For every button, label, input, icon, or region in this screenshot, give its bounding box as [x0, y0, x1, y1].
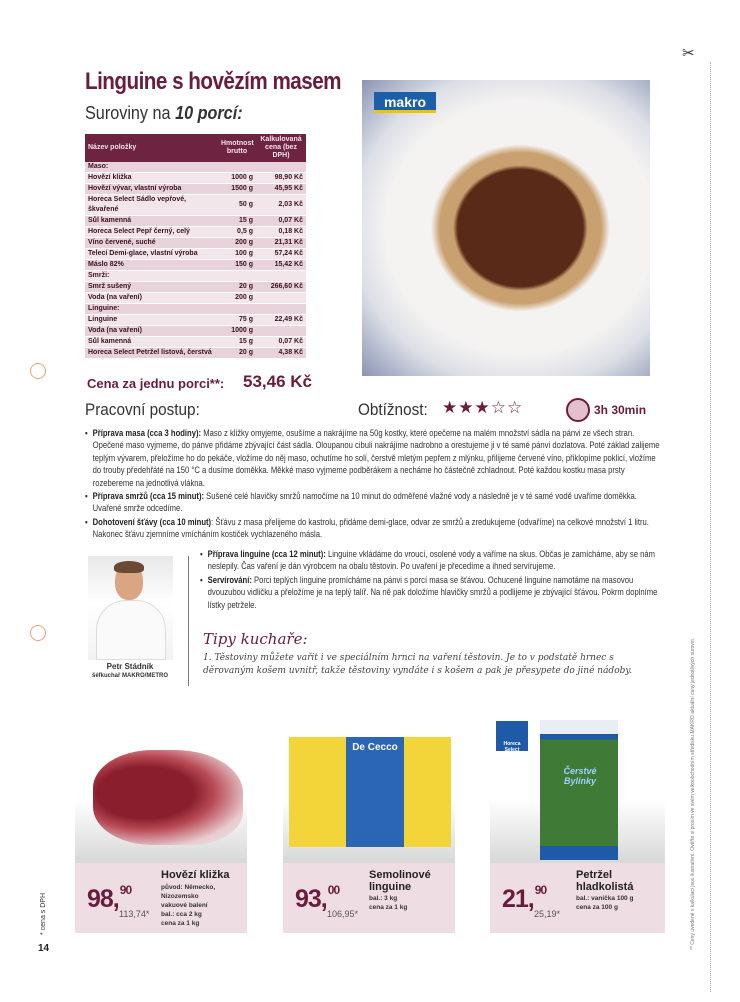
divider [188, 556, 189, 686]
product-info [283, 863, 455, 933]
ingredient-weight: 15 g [218, 216, 256, 227]
pack-label: Čerstvé Bylinky [563, 766, 597, 786]
cut-line [710, 62, 711, 992]
step-title: Servírování: [207, 574, 252, 585]
ingredient-name: Hovězí kližka [85, 173, 218, 184]
product-price: 93,00 [295, 882, 340, 913]
table-row [85, 304, 306, 315]
product-card [283, 735, 455, 933]
product-details: původ: Německo, Nizozemsko vakuové balení bal.: cca 2 kg cena za 1 kg [161, 884, 216, 927]
binder-ring-icon [30, 625, 46, 641]
scissors-icon: ✂ [682, 45, 695, 62]
ingredient-name: Smrži: [85, 271, 306, 282]
ingredient-price [256, 326, 306, 337]
ingredient-price: 0,07 Kč [256, 216, 306, 227]
ingredient-price: 15,42 Kč [256, 260, 306, 271]
chef-name: Petr Stádník [106, 662, 154, 671]
step-item [85, 427, 663, 489]
chef-role: šéfkuchař MAKRO/METRO [91, 673, 168, 679]
ingredients-table [85, 134, 306, 359]
step-text: Sušené celé hlavičky smržů namočíme na 10 minut do odměřené vlažné vody a následně je v té samé vodě uvaříme doměkka. Uvařené smrže odcedíme. [92, 491, 637, 514]
ingredient-price: 22,49 Kč [256, 315, 306, 326]
product-price: 98,90 [87, 882, 132, 913]
ingredient-weight: 1000 g [218, 326, 256, 337]
product-name: Hovězí kližka [161, 869, 230, 881]
ingredient-price: 98,90 Kč [256, 173, 306, 184]
table-row [85, 293, 306, 304]
step-title: Dohotovení šťávy (cca 10 minut) [92, 516, 212, 527]
product-info [490, 863, 665, 933]
table-row [85, 195, 306, 216]
subtitle-prefix: Suroviny na [85, 103, 171, 123]
product-price-vat: 106,95* [327, 909, 359, 919]
table-row [85, 249, 306, 260]
col-price: Kalkulovaná cena (bez DPH) [256, 134, 306, 162]
product-image [283, 735, 455, 863]
ingredient-price: 2,03 Kč [256, 195, 306, 216]
step-text: Maso z kližky omyjeme, osušíme a nakrájíme na 50g kostky, které opečeme na malém množství sádla na pánvi ze všech stran. Opečené maso vyjmeme, do pánve přidáme zbývající část sádla. Oloupanou cibuli nakrájíme nadrobno a orestujeme ji v té samé pánvi dozlatova. Poté základ zalijeme teplým vývarem, přeložíme ho do pekáče, vložíme do něj maso, ochutíme ho solí, čerstvě mletým pepřem z mlýnku, přilijeme červené víno, přiklopíme poklicí, vložíme do trouby předehřáté na 150 °C a dusíme doměkka. Měkké maso vyjmeme podběrákem a necháme ho částečně zchladnout. Poté každou kostku masa prsty rozebereme na jednotlivá vlákna. [92, 428, 660, 488]
recipe-title: Linguine s hovězím masem [85, 68, 342, 95]
table-row [85, 216, 306, 227]
steps-bottom [200, 548, 663, 612]
tips-heading: Tipy kuchaře: [203, 630, 308, 648]
difficulty-rating [442, 398, 523, 418]
price-footnote: ** Ceny uvedené v kalkulaci jsou ilustrativní. Ověřte si prosím ve svém velkoobchodním středisku MAKRO aktuální ceny jednotlivých surovin. [690, 637, 696, 950]
product-info [75, 863, 247, 933]
product-name: Petržel hladkolistá [576, 869, 634, 893]
portion-price-value: 53,46 Kč [243, 372, 312, 391]
step-item [200, 574, 663, 611]
step-item [85, 516, 663, 541]
chef-photo [88, 556, 173, 660]
step-item [85, 490, 663, 515]
product-details: bal.: 3 kg cena za 1 kg [369, 895, 408, 911]
table-row [85, 238, 306, 249]
table-row [85, 348, 306, 359]
col-name: Název položky [85, 134, 218, 162]
table-row [85, 227, 306, 238]
star-empty-icon: ☆ [490, 398, 507, 417]
product-card [490, 735, 665, 933]
ingredient-name: Horeca Select Petržel listová, čerstvá [85, 348, 218, 359]
makro-logo: makro [374, 92, 436, 113]
step-title: Příprava smržů (cca 15 minut): [92, 491, 205, 502]
product-image [75, 735, 247, 863]
table-row [85, 162, 306, 173]
ingredient-weight: 15 g [218, 337, 256, 348]
step-text: Porci teplých linguine promícháme na pánvi s porcí masa se šťávou. Ochucené linguine namotáme na masovou dvouzubou vidličku a přeložíme je na teplý talíř. Na ně pak doložíme hlavičky smržů a podlijeme je zbývající šťávou. Pokrm doplníme lístky petržele. [207, 574, 658, 610]
ingredient-price: 57,24 Kč [256, 249, 306, 260]
ingredient-name: Voda (na vaření) [85, 293, 218, 304]
ingredient-name: Horeca Select Sádlo vepřové, škvařené [85, 195, 218, 216]
tip-item: 1. Těstoviny můžete vařit i ve speciálním hrnci na vaření těstovin. Je to v podstatě hrnec s děrovaným košem uvnitř, takže těstoviny vyndáte i s košem a pak je přesypete do jiné nádoby. [203, 653, 633, 676]
ingredient-weight: 100 g [218, 249, 256, 260]
step-title: Příprava linguine (cca 12 minut): [207, 549, 326, 559]
star-empty-icon: ☆ [507, 398, 524, 417]
ingredient-name: Maso: [85, 162, 306, 173]
product-card [75, 735, 247, 933]
ingredient-price: 0,07 Kč [256, 337, 306, 348]
product-price: 21,90 [502, 882, 547, 913]
clock-icon [566, 398, 590, 422]
portions-subtitle [85, 103, 243, 124]
ingredient-price: 4,38 Kč [256, 348, 306, 359]
horeca-select-logo: Horeca Select [496, 721, 528, 751]
ingredient-price: 45,95 Kč [256, 184, 306, 195]
product-name: Semolinové linguine [369, 869, 431, 893]
ingredient-name: Horeca Select Pepř černý, celý [85, 227, 218, 238]
ingredient-name: Linguine [85, 315, 218, 326]
ingredient-price: 266,60 Kč [256, 282, 306, 293]
star-filled-icon: ★ [458, 398, 475, 417]
ingredient-weight: 1500 g [218, 184, 256, 195]
procedure-heading: Pracovní postup: [85, 400, 200, 419]
ingredient-name: Sůl kamenná [85, 216, 218, 227]
ingredient-weight: 150 g [218, 260, 256, 271]
brand-label: De Cecco [346, 737, 404, 847]
step-title: Příprava masa (cca 3 hodiny): [92, 428, 202, 438]
prep-time: 3h 30min [594, 403, 647, 417]
step-text: : Šťávu z masa přelijeme do kastrolu, přidáme demi-glace, odvar ze smržů a zredukujeme (odvaříme) na celkové množství 1 litru. Nakonec šťávu zjemníme vmícháním kostiček vychlazeného másla. [92, 516, 649, 540]
ingredient-weight: 1000 g [218, 173, 256, 184]
ingredient-price [256, 293, 306, 304]
step-item [200, 548, 663, 573]
dish-photo [362, 80, 650, 376]
ingredient-price: 21,31 Kč [256, 238, 306, 249]
product-details: bal.: vanička 100 g cena za 100 g [576, 895, 634, 911]
ingredient-name: Telecí Demi-glace, vlastní výroba [85, 249, 218, 260]
steps-top [85, 427, 663, 542]
table-row [85, 282, 306, 293]
table-row [85, 260, 306, 271]
ingredient-price: 0,18 Kč [256, 227, 306, 238]
binder-ring-icon [30, 363, 46, 379]
table-row [85, 271, 306, 282]
col-weight: Hmotnost brutto [218, 134, 256, 162]
table-row [85, 173, 306, 184]
table-row [85, 184, 306, 195]
page-number: 14 [38, 943, 50, 954]
product-price-vat: 25,19* [534, 909, 561, 919]
ingredient-name: Linguine: [85, 304, 306, 315]
ingredient-weight: 50 g [218, 195, 256, 216]
product-price-vat: 113,74* [119, 909, 150, 919]
ingredient-name: Sůl kamenná [85, 337, 218, 348]
table-row [85, 326, 306, 337]
step-text: Linguine vkládáme do vroucí, osolené vody a vaříme na skus. Občas je zamícháme, aby se nám neslepily. Čas vaření je dán výrobcem na obalu těstovin. Po uvaření je přecedíme a ihned servírujeme. [207, 549, 655, 572]
star-filled-icon: ★ [442, 398, 459, 417]
table-row [85, 337, 306, 348]
star-filled-icon: ★ [474, 398, 491, 417]
vat-note: * cena s DPH [40, 892, 47, 935]
table-row [85, 315, 306, 326]
ingredient-name: Voda (na vaření) [85, 326, 218, 337]
ingredient-weight: 0,5 g [218, 227, 256, 238]
ingredient-name: Máslo 82% [85, 260, 218, 271]
ingredient-name: Hovězí vývar, vlastní výroba [85, 184, 218, 195]
ingredient-name: Smrž sušený [85, 282, 218, 293]
ingredient-weight: 75 g [218, 315, 256, 326]
ingredient-name: Víno červené, suché [85, 238, 218, 249]
ingredient-weight: 200 g [218, 293, 256, 304]
difficulty-label: Obtížnost: [358, 400, 428, 419]
product-image [490, 735, 665, 863]
ingredient-weight: 200 g [218, 238, 256, 249]
ingredient-weight: 20 g [218, 282, 256, 293]
ingredient-weight: 20 g [218, 348, 256, 359]
portion-price-label: Cena za jednu porci**: [87, 376, 225, 391]
portions-count: 10 porcí: [175, 103, 243, 123]
